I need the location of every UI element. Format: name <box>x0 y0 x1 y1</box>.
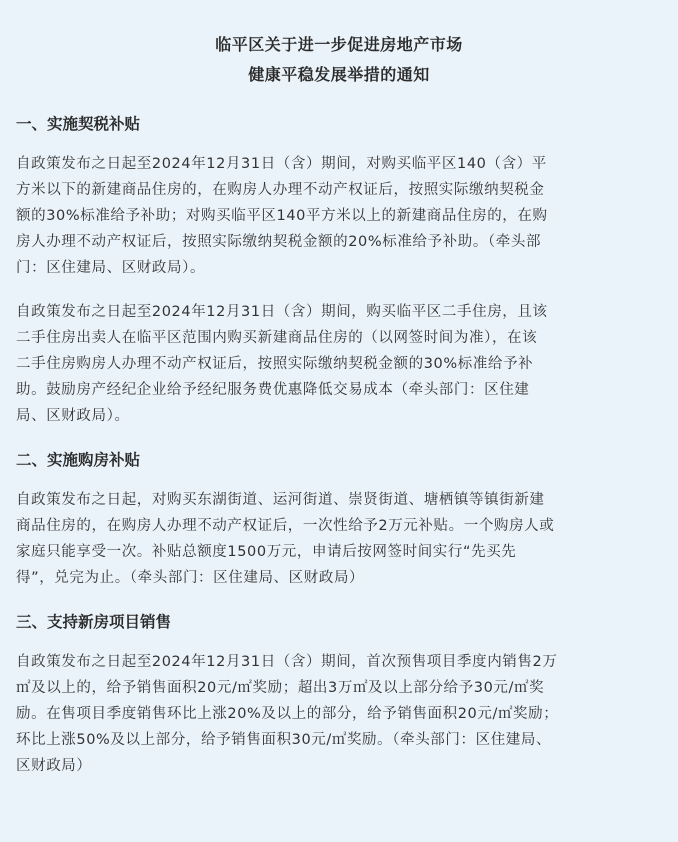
page-title-line-2: 健康平稳发展举措的通知 <box>248 65 430 84</box>
section-heading-tax-subsidy: 一、实施契税补贴 <box>16 115 141 133</box>
text-line: 家庭只能享受一次。补贴总额度1500万元，申请后按网签时间实行“先买先 <box>16 544 517 560</box>
text-line: 自政策发布之日起至2024年12月31日（含）期间，首次预售项目季度内销售2万 <box>16 654 558 670</box>
text-line: 额的30%标准给予补助；对购买临平区140平方米以上的新建商品住房的，在购 <box>16 208 548 224</box>
text-line: 二手住房出卖人在临平区范围内购买新建商品住房的（以网签时间为准），在该 <box>16 330 538 346</box>
text-line: 得”，兑完为止。（牵头部门：区住建局、区财政局） <box>16 570 365 586</box>
text-line: 方米以下的新建商品住房的，在购房人办理不动产权证后，按照实际缴纳契税金 <box>16 182 545 198</box>
text-line: 局、区财政局）。 <box>16 408 130 424</box>
paragraph-new-project-sales <box>16 649 662 779</box>
text-line: 房人办理不动产权证后，按照实际缴纳契税金额的20%标准给予补助。（牵头部 <box>16 234 542 250</box>
paragraph-purchase-subsidy <box>16 487 662 591</box>
text-line: 自政策发布之日起，对购买东湖街道、运河街道、崇贤街道、塘栖镇等镇街新建 <box>16 492 545 508</box>
paragraph-new-home-tax-subsidy <box>16 151 662 281</box>
paragraph-second-hand-tax-subsidy <box>16 299 662 429</box>
text-line: 门：区住建局、区财政局）。 <box>16 260 206 276</box>
text-line: 自政策发布之日起至2024年12月31日（含）期间，购买临平区二手住房，且该 <box>16 304 548 320</box>
text-line: ㎡及以上的，给予销售面积20元/㎡奖励；超出3万㎡及以上部分给予30元/㎡奖 <box>16 680 545 696</box>
text-line: 助。鼓励房产经纪企业给予经纪服务费优惠降低交易成本（牵头部门：区住建 <box>16 382 530 398</box>
section-heading-new-project-sales: 三、支持新房项目销售 <box>16 613 172 631</box>
text-line: 商品住房的，在购房人办理不动产权证后，一次性给予2万元补贴。一个购房人或 <box>16 518 555 534</box>
text-line: 励。在售项目季度销售环比上涨20%及以上的部分，给予销售面积20元/㎡奖励； <box>16 706 559 722</box>
page-title-line-1: 临平区关于进一步促进房地产市场 <box>215 35 463 54</box>
section-heading-purchase-subsidy: 二、实施购房补贴 <box>16 451 141 469</box>
text-line: 区财政局） <box>16 758 92 774</box>
text-line: 环比上涨50%及以上部分，给予销售面积30元/㎡奖励。（牵头部门：区住建局、 <box>16 732 552 748</box>
text-line: 二手住房购房人办理不动产权证后，按照实际缴纳契税金额的30%标准给予补 <box>16 356 534 372</box>
text-line: 自政策发布之日起至2024年12月31日（含）期间，对购买临平区140（含）平 <box>16 156 547 172</box>
